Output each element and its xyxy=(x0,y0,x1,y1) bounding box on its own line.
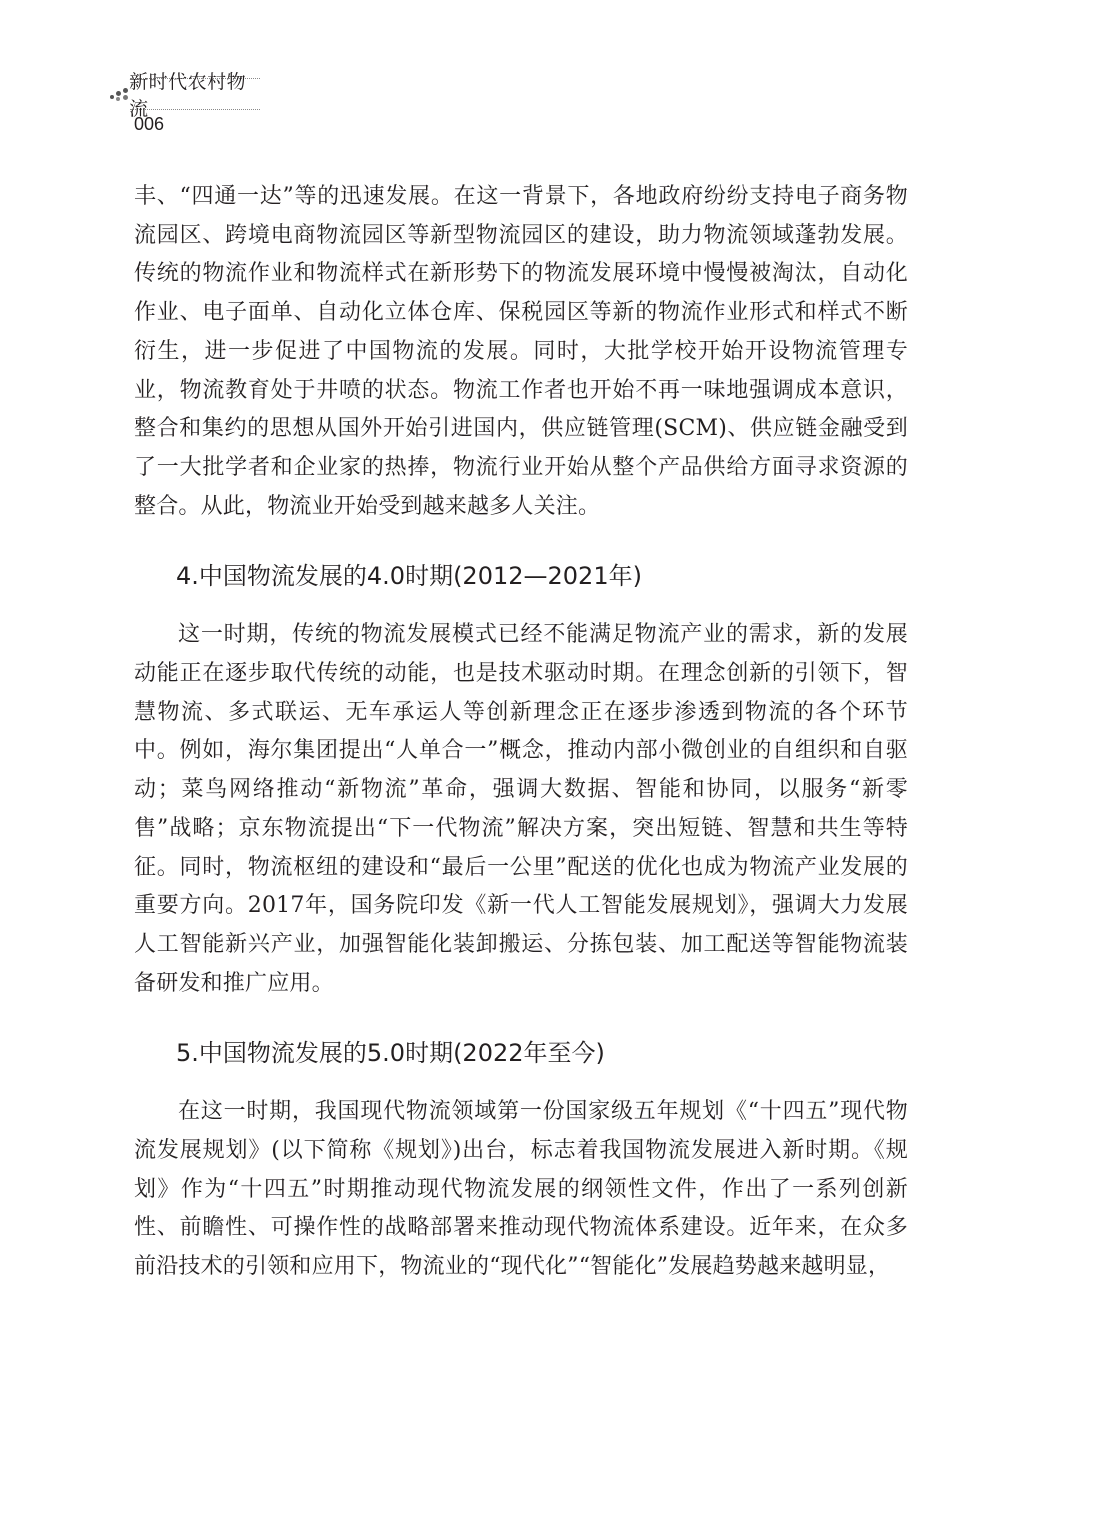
paragraph-period-5: 在这一时期，我国现代物流领域第一份国家级五年规划《“十四五”现代物流发展规划》(以下简称《规划》)出台，标志着我国物流发展进入新时期。《规划》作为“十四五”时期推动现代物流发展的纲领性文件，作出了一系列创新性、前瞻性、可操作性的战略部署来推动现代物流体系建设。近年来，在众多前沿技术的引领和应用下，物流业的“现代化”“智能化”发展趋势越来越明显， xyxy=(134,1099,908,1280)
paragraph-continued: 丰、“四通一达”等的迅速发展。在这一背景下，各地政府纷纷支持电子商务物流园区、跨境电商物流园区等新型物流园区的建设，助力物流领域蓬勃发展。传统的物流作业和物流样式在新形势下的物流发展环境中慢慢被淘汰，自动化作业、电子面单、自动化立体仓库、保税园区等新的物流作业形式和样式不断衍生，进一步促进了中国物流的发展。同时，大批学校开始开设物流管理专业，物流教育处于井喷的状态。物流工作者也开始不再一味地强调成本意识，整合和集约的思想从国外开始引进国内，供应链管理(SCM)、供应链金融受到了一大批学者和企业家的热捧，物流行业开始从整个产品供给方面寻求资源的整合。从此，物流业开始受到越来越多人关注。 xyxy=(134,184,908,519)
page-number: 006 xyxy=(134,114,165,134)
section-heading-5: 5.中国物流发展的5.0时期(2022年至今) xyxy=(176,1039,605,1068)
dots-icon xyxy=(108,87,129,101)
paragraph-period-4: 这一时期，传统的物流发展模式已经不能满足物流产业的需求，新的发展动能正在逐步取代传统的动能，也是技术驱动时期。在理念创新的引领下，智慧物流、多式联运、无车承运人等创新理念正在逐步渗透到物流的各个环节中。例如，海尔集团提出“人单合一”概念，推动内部小微创业的自组织和自驱动；菜鸟网络推动“新物流”革命，强调大数据、智能和协同，以服务“新零售”战略；京东物流提出“下一代物流”解决方案，突出短链、智慧和共生等特征。同时，物流枢纽的建设和“最后一公里”配送的优化也成为物流产业发展的重要方向。2017年，国务院印发《新一代人工智能发展规划》，强调大力发展人工智能新兴产业，加强智能化装卸搬运、分拣包装、加工配送等智能物流装备研发和推广应用。 xyxy=(134,622,908,996)
page-content xyxy=(134,178,908,1287)
section-heading-4: 4.中国物流发展的4.0时期(2012—2021年) xyxy=(176,562,642,591)
header-title-row xyxy=(108,71,260,120)
running-head xyxy=(108,71,260,120)
book-title: 新时代农村物流 xyxy=(129,71,247,120)
